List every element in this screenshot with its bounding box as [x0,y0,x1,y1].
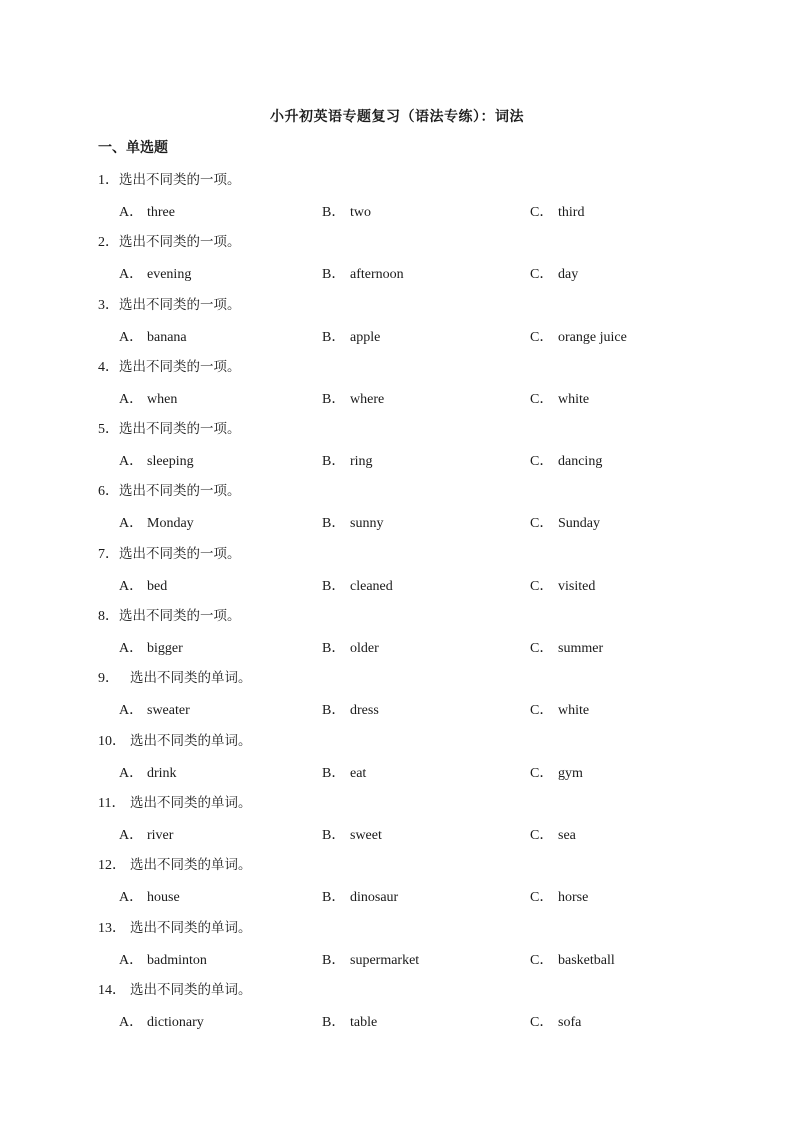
option-c[interactable] [530,824,576,844]
option-text: dinosaur [350,890,399,906]
option-a[interactable] [119,699,190,719]
question-item [0,230,794,292]
option-text: orange juice [558,329,627,345]
question-number: 3． [98,297,119,313]
option-letter: A． [119,391,144,407]
option-row [0,949,794,969]
option-c[interactable] [530,949,615,969]
option-letter: A． [119,827,144,843]
option-row [0,326,794,346]
option-a[interactable] [119,512,194,532]
option-text: dress [350,703,379,719]
option-text: where [350,391,385,407]
option-a[interactable] [119,1011,204,1031]
question-stem [98,853,252,874]
option-b[interactable] [322,1011,377,1031]
option-c[interactable] [530,637,603,657]
option-text: sweater [147,703,190,719]
option-c[interactable] [530,450,602,470]
option-text: drink [147,765,177,781]
option-text: sleeping [147,454,194,470]
option-text: gym [558,765,583,781]
option-letter: C． [530,765,554,781]
option-text: river [147,827,174,843]
question-number: 2． [98,235,119,251]
option-text: evening [147,267,192,283]
question-stem [98,293,241,314]
option-letter: B． [322,267,346,283]
option-row [0,512,794,532]
question-number: 10． [98,733,126,749]
option-text: summer [558,641,604,657]
option-letter: B． [322,205,346,220]
option-b[interactable] [322,699,379,719]
option-text: white [558,391,590,407]
option-letter: B． [322,641,346,657]
option-text: table [350,1014,378,1030]
option-b[interactable] [322,326,380,346]
question-number: 11． [98,795,126,811]
option-text: badminton [147,952,207,968]
question-item [0,978,794,1040]
option-a[interactable] [119,949,207,969]
option-b[interactable] [322,263,404,283]
option-c[interactable] [530,512,600,532]
option-text: two [350,205,371,220]
question-number: 5． [98,422,119,438]
question-number: 12． [98,858,126,874]
option-letter: A． [119,267,144,283]
option-row [0,450,794,470]
option-letter: C． [530,205,554,220]
question-item [0,791,794,853]
question-text: 选出不同类的单词。 [130,732,252,749]
option-row [0,1011,794,1031]
option-letter: A． [119,454,144,470]
option-c[interactable] [530,886,588,906]
option-text: visited [558,578,596,594]
option-letter: B． [322,952,346,968]
question-item [0,355,794,417]
option-letter: A． [119,641,144,657]
question-text: 选出不同类的一项。 [119,545,241,562]
option-c[interactable] [530,263,578,283]
question-text: 选出不同类的一项。 [119,234,241,251]
option-text: dictionary [147,1014,204,1030]
question-stem [98,916,252,937]
option-letter: C． [530,641,554,657]
option-a[interactable] [119,637,183,657]
option-b[interactable] [322,575,393,595]
section-heading: 一、单选题 [98,140,168,156]
option-a[interactable] [119,886,180,906]
option-text: three [147,205,175,220]
option-letter: B． [322,827,346,843]
question-stem [98,604,241,625]
question-stem [98,417,241,438]
option-row [0,824,794,844]
question-number: 14． [98,982,126,998]
question-stem [98,729,252,750]
question-stem [98,791,252,812]
question-item [0,417,794,479]
question-stem [98,230,241,251]
option-text: sofa [558,1014,582,1030]
option-letter: C． [530,267,554,283]
question-stem [98,978,252,999]
question-text: 选出不同类的单词。 [130,794,252,811]
option-letter: B． [322,765,346,781]
question-item [0,916,794,978]
question-number: 6． [98,484,119,500]
question-text: 选出不同类的一项。 [119,358,241,375]
option-a[interactable] [119,450,194,470]
option-letter: A． [119,703,144,719]
option-b[interactable] [322,637,379,657]
option-letter: C． [530,578,554,594]
option-text: day [558,267,579,283]
question-text: 选出不同类的一项。 [119,296,241,313]
option-b[interactable] [322,201,371,221]
option-a[interactable] [119,326,187,346]
question-list [0,168,794,1040]
question-text: 选出不同类的单词。 [130,670,252,687]
option-text: basketball [558,952,615,968]
option-text: house [147,890,180,906]
option-letter: C． [530,391,554,407]
option-a[interactable] [119,762,177,782]
question-text: 选出不同类的单词。 [130,981,252,998]
question-stem [98,542,241,563]
option-letter: B． [322,703,346,719]
option-text: cleaned [350,578,393,594]
option-a[interactable] [119,388,177,408]
question-text: 选出不同类的一项。 [119,172,241,188]
question-item [0,853,794,915]
option-text: older [350,641,379,657]
option-letter: C． [530,454,554,470]
option-letter: A． [119,890,144,906]
option-letter: C． [530,952,554,968]
option-text: Monday [147,516,194,532]
option-text: sunny [350,516,384,532]
option-b[interactable] [322,450,373,470]
option-letter: B． [322,329,346,345]
page-title: 小升初英语专题复习（语法专练）：词法 [270,109,524,125]
option-row [0,762,794,782]
question-item [0,542,794,604]
option-letter: C． [530,1014,554,1030]
option-text: banana [147,329,187,345]
option-text: apple [350,329,381,345]
option-text: ring [350,454,373,470]
option-letter: A． [119,205,144,220]
option-text: sea [558,827,576,843]
option-letter: A． [119,516,144,532]
option-b[interactable] [322,886,398,906]
option-letter: A． [119,765,144,781]
option-letter: C． [530,827,554,843]
option-c[interactable] [530,1011,581,1031]
option-row [0,637,794,657]
question-text: 选出不同类的一项。 [119,608,241,625]
question-number: 9． [98,671,119,687]
option-text: supermarket [350,952,420,968]
option-text: sweet [350,827,382,843]
question-item [0,666,794,728]
option-text: when [147,391,178,407]
option-a[interactable] [119,575,167,595]
option-a[interactable] [119,201,175,221]
option-c[interactable] [530,699,589,719]
option-b[interactable] [322,824,382,844]
option-letter: B． [322,454,346,470]
option-letter: C． [530,329,554,345]
question-number: 4． [98,359,119,375]
option-letter: C． [530,516,554,532]
question-text: 选出不同类的一项。 [119,483,241,500]
option-c[interactable] [530,388,589,408]
question-item [0,604,794,666]
option-row [0,575,794,595]
option-row [0,886,794,906]
question-text: 选出不同类的一项。 [119,421,241,438]
question-number: 1． [98,173,119,188]
option-row [0,263,794,283]
option-letter: B． [322,516,346,532]
option-letter: A． [119,952,144,968]
option-a[interactable] [119,263,191,283]
question-stem [98,666,252,687]
option-c[interactable] [530,575,595,595]
option-b[interactable] [322,949,419,969]
option-letter: A． [119,578,144,594]
option-text: bigger [147,641,183,657]
option-letter: B． [322,391,346,407]
option-text: bed [147,578,168,594]
question-text: 选出不同类的单词。 [130,857,252,874]
option-letter: C． [530,703,554,719]
option-text: white [558,703,590,719]
question-item [0,168,794,230]
option-row [0,699,794,719]
question-number: 7． [98,546,119,562]
option-letter: B． [322,578,346,594]
question-item [0,293,794,355]
option-letter: B． [322,1014,346,1030]
option-row [0,201,794,221]
option-a[interactable] [119,824,173,844]
option-text: horse [558,890,589,906]
option-text: afternoon [350,267,404,283]
option-c[interactable] [530,762,583,782]
option-text: Sunday [558,516,600,532]
question-number: 13． [98,920,126,936]
option-c[interactable] [530,201,584,221]
question-text: 选出不同类的单词。 [130,919,252,936]
option-letter: B． [322,890,346,906]
option-c[interactable] [530,326,627,346]
option-b[interactable] [322,388,384,408]
question-number: 8． [98,609,119,625]
question-stem [98,479,241,500]
option-text: dancing [558,454,603,470]
option-row [0,388,794,408]
question-stem [98,168,241,189]
question-stem [98,355,241,376]
option-text: third [558,205,585,220]
question-item [0,729,794,791]
option-b[interactable] [322,512,383,532]
option-letter: A． [119,1014,144,1030]
option-text: eat [350,765,367,781]
option-b[interactable] [322,762,366,782]
option-letter: A． [119,329,144,345]
option-letter: C． [530,890,554,906]
question-item [0,479,794,541]
